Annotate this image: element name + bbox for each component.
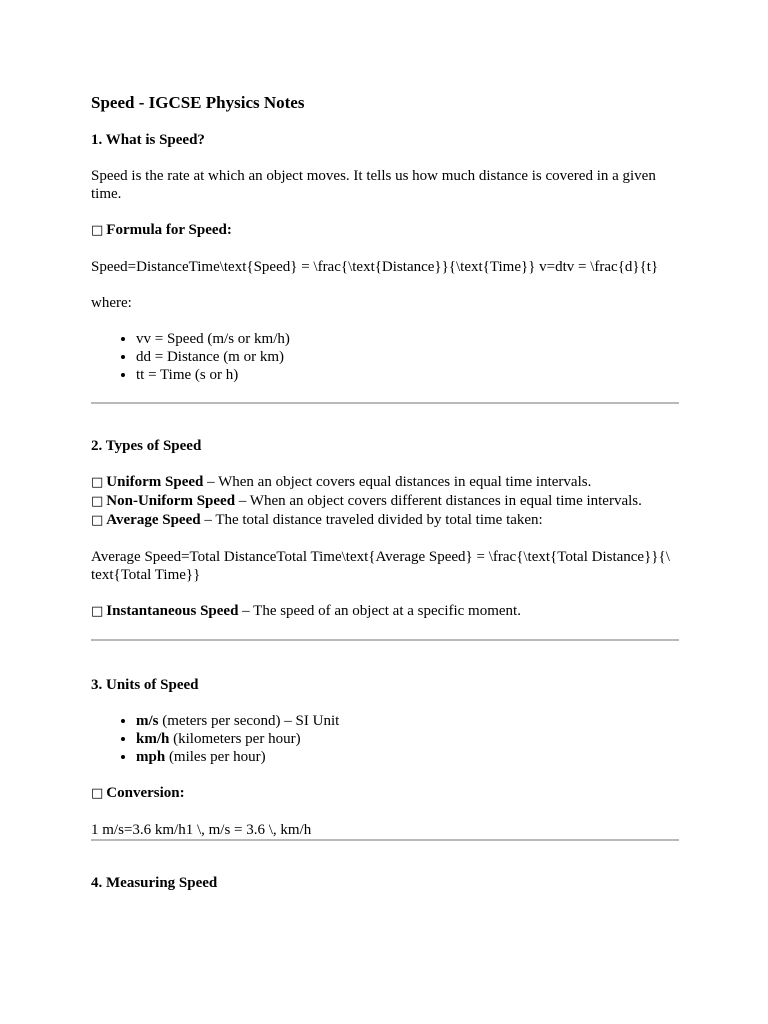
list-item: • tt = Time (s or h) xyxy=(136,366,679,384)
conversion-label: Conversion: xyxy=(106,785,185,801)
non-uniform-speed-text: – When an object covers different distances in equal time intervals. xyxy=(235,493,642,509)
list-item xyxy=(136,712,679,730)
where-label: where: xyxy=(91,295,132,311)
conversion-formula: 1 m/s=3.6 km/h1 \, m/s = 3.6 \, km/h xyxy=(91,822,312,838)
unit-description: (kilometers per hour) xyxy=(169,731,301,747)
heading-types-of-speed: 2. Types of Speed xyxy=(91,438,202,454)
variable-list xyxy=(91,330,679,384)
uniform-speed-label: Uniform Speed xyxy=(106,474,204,490)
document-content xyxy=(91,93,679,892)
average-speed-line xyxy=(91,511,679,530)
uniform-speed-line xyxy=(91,473,679,492)
speed-formula: Speed=DistanceTime\text{Speed} = \frac{\text{Distance}}{\text{Time}} v=dtv = \frac{d}{t} xyxy=(91,259,659,275)
list-item xyxy=(136,730,679,748)
list-item: • vv = Speed (m/s or km/h) xyxy=(136,330,679,348)
average-formula-line-1: Average Speed=Total DistanceTotal Time\text{Average Speed} = \frac{\text{Total Distance}}{\ xyxy=(91,549,670,565)
checkbox-glyph-icon: □ xyxy=(91,604,104,619)
heading-measuring-speed: 4. Measuring Speed xyxy=(91,875,218,891)
instantaneous-speed-text: – The speed of an object at a specific moment. xyxy=(238,603,521,619)
formula-label-line xyxy=(91,221,679,240)
average-formula-line-2: text{Total Time}} xyxy=(91,567,201,583)
checkbox-glyph-icon: □ xyxy=(91,494,104,509)
checkbox-glyph-icon: □ xyxy=(91,513,104,528)
checkbox-glyph-icon: □ xyxy=(91,475,104,490)
non-uniform-speed-label: Non-Uniform Speed xyxy=(106,493,236,509)
speed-intro-paragraph: Speed is the rate at which an object moves. It tells us how much distance is covered in a given time. xyxy=(91,168,656,202)
unit-description: (meters per second) – SI Unit xyxy=(158,713,340,729)
instantaneous-speed-label: Instantaneous Speed xyxy=(106,603,239,619)
instantaneous-speed-line xyxy=(91,602,679,621)
heading-units-of-speed: 3. Units of Speed xyxy=(91,677,199,693)
average-speed-formula xyxy=(91,548,679,584)
unit-name: m/s xyxy=(136,713,159,729)
conversion-label-line xyxy=(91,784,679,803)
checkbox-glyph-icon: □ xyxy=(91,786,104,801)
units-list xyxy=(91,712,679,766)
unit-name: mph xyxy=(136,749,166,765)
page-title: Speed - IGCSE Physics Notes xyxy=(91,93,305,112)
non-uniform-speed-line xyxy=(91,492,679,511)
list-item xyxy=(136,748,679,766)
average-speed-text: – The total distance traveled divided by total time taken: xyxy=(200,512,543,528)
formula-label: Formula for Speed: xyxy=(106,222,232,238)
average-speed-label: Average Speed xyxy=(106,512,201,528)
list-item: • dd = Distance (m or km) xyxy=(136,348,679,366)
heading-what-is-speed: 1. What is Speed? xyxy=(91,132,205,148)
unit-description: (miles per hour) xyxy=(165,749,266,765)
unit-name: km/h xyxy=(136,731,170,747)
uniform-speed-text: – When an object covers equal distances in equal time intervals. xyxy=(203,474,592,490)
checkbox-glyph-icon: □ xyxy=(91,223,104,238)
